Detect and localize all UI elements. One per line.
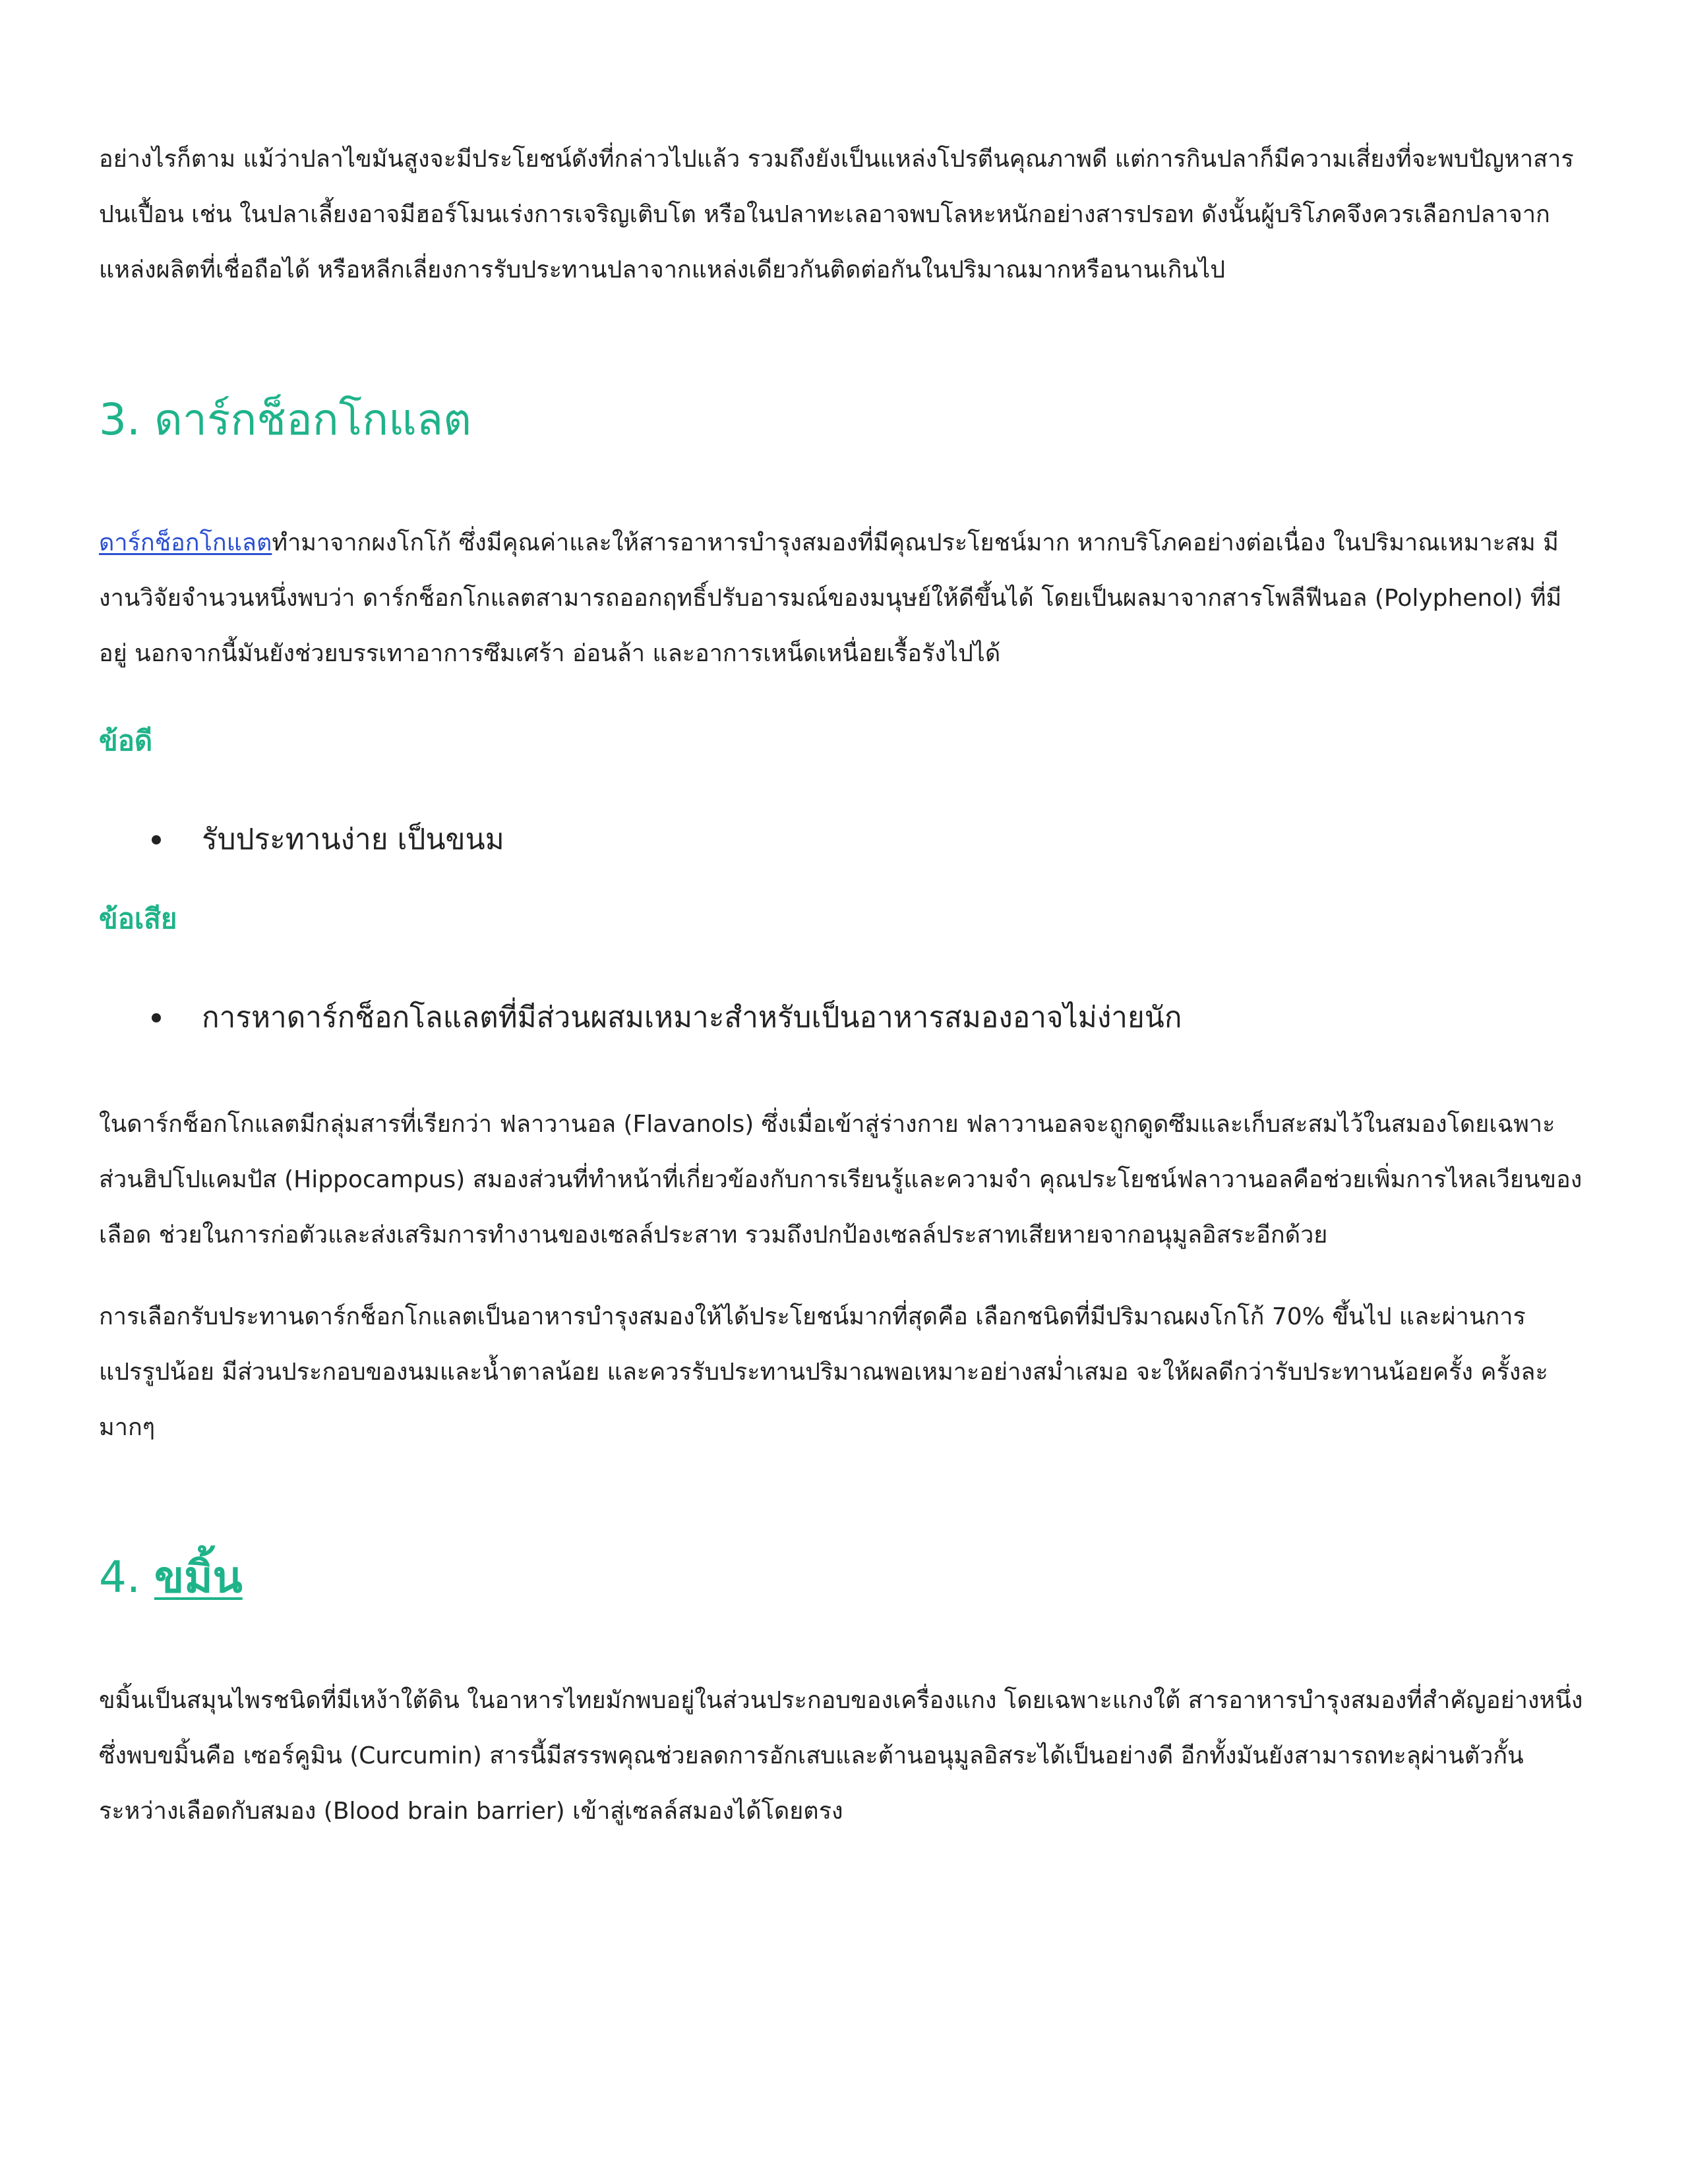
cons-heading: ข้อเสีย [99,902,177,935]
pros-list [99,820,1589,860]
bullet-icon [152,835,161,844]
bullet-icon [152,1013,161,1022]
list-item [152,998,1589,1038]
cons-item-text: การหาดาร์กช็อกโลแลตที่มีส่วนผสมเหมาะสำหรับเป็นอาหารสมองอาจไม่ง่ายนัก [202,1001,1182,1034]
section-3-title: ดาร์กช็อกโกแลต [154,394,471,445]
pros-item-text: รับประทานง่าย เป็นขนม [202,823,504,856]
section-4-number: 4. [99,1552,140,1603]
section-3-paragraph-2: ในดาร์กช็อกโกแลตมีกลุ่มสารที่เรียกว่า ฟลาวานอล (Flavanols) ซึ่งเมื่อเข้าสู่ร่างกาย ฟลาวานอลจะถูกดูดซึมและเก็บสะสมไว้ในสมองโดยเฉพาะส่วนฮิปโปแคมปัส (Hippocampus) สมองส่วนที่ทำหน้าที่เกี่ยวข้องกับการเรียนรู้และความจำ คุณประโยชน์ฟลาวานอลคือช่วยเพิ่มการไหลเวียนของเลือด ช่วยในการก่อตัวและส่งเสริมการทำงานของเซลล์ประสาท รวมถึงปกป้องเซลล์ประสาทเสียหายจากอนุมูลอิสระอีกด้วย [99,1111,1582,1249]
intro-paragraph: อย่างไรก็ตาม แม้ว่าปลาไขมันสูงจะมีประโยชน์ดังที่กล่าวไปแล้ว รวมถึงยังเป็นแหล่งโปรตีนคุณภาพดี แต่การกินปลาก็มีความเสี่ยงที่จะพบปัญหาสารปนเปื้อน เช่น ในปลาเลี้ยงอาจมีฮอร์โมนเร่งการเจริญเติบโต หรือในปลาทะเลอาจพบโลหะหนักอย่างสารปรอท ดังนั้นผู้บริโภคจึงควรเลือกปลาจากแหล่งผลิตที่เชื่อถือได้ หรือหลีกเลี่ยงการรับประทานปลาจากแหล่งเดียวกันติดต่อกันในปริมาณมากหรือนานเกินไป [99,146,1574,283]
dark-chocolate-link[interactable]: ดาร์กช็อกโกแลต [99,529,272,556]
pros-heading: ข้อดี [99,724,153,757]
section-4-paragraph-1: ขมิ้นเป็นสมุนไพรชนิดที่มีเหง้าใต้ดิน ในอาหารไทยมักพบอยู่ในส่วนประกอบของเครื่องแกง โดยเฉพาะแกงใต้ สารอาหารบำรุงสมองที่สำคัญอย่างหนึ่งซึ่งพบขมิ้นคือ เซอร์คูมิน (Curcumin) สารนี้มีสรรพคุณช่วยลดการอักเสบและต้านอนุมูลอิสระได้เป็นอย่างดี อีกทั้งมันยังสามารถทะลุผ่านตัวกั้นระหว่างเลือดกับสมอง (Blood brain barrier) เข้าสู่เซลล์สมองได้โดยตรง [99,1687,1583,1825]
list-item [152,820,1589,860]
section-3-paragraph-1 [99,516,1589,682]
section-3-paragraph-3: การเลือกรับประทานดาร์กช็อกโกแลตเป็นอาหารบำรุงสมองให้ได้ประโยชน์มากที่สุดคือ เลือกชนิดที่มีปริมาณผงโกโก้ 70% ขึ้นไป และผ่านการแปรรูปน้อย มีส่วนประกอบของนมและน้ำตาลน้อย และควรรับประทานปริมาณพอเหมาะอย่างสม่ำเสมอ จะให้ผลดีกว่ารับประทานน้อยครั้ง ครั้งละมากๆ [99,1303,1548,1441]
cons-list [99,998,1589,1038]
turmeric-link[interactable]: ขมิ้น [154,1552,243,1603]
section-3-paragraph-1-text: ทำมาจากผงโกโก้ ซึ่งมีคุณค่าและให้สารอาหารบำรุงสมองที่มีคุณประโยชน์มาก หากบริโภคอย่างต่อเนื่อง ในปริมาณเหมาะสม มีงานวิจัยจำนวนหนึ่งพบว่า ดาร์กช็อกโกแลตสามารถออกฤทธิ์ปรับอารมณ์ของมนุษย์ให้ดีขึ้นได้ โดยเป็นผลมาจากสารโพลีฟีนอล (Polyphenol) ที่มีอยู่ นอกจากนี้มันยังช่วยบรรเทาอาการซึมเศร้า อ่อนล้า และอาการเหน็ดเหนื่อยเรื้อรังไปได้ [99,529,1562,667]
section-3-number: 3. [99,394,140,445]
section-3-heading [99,390,1589,450]
section-4-heading [99,1548,1589,1607]
